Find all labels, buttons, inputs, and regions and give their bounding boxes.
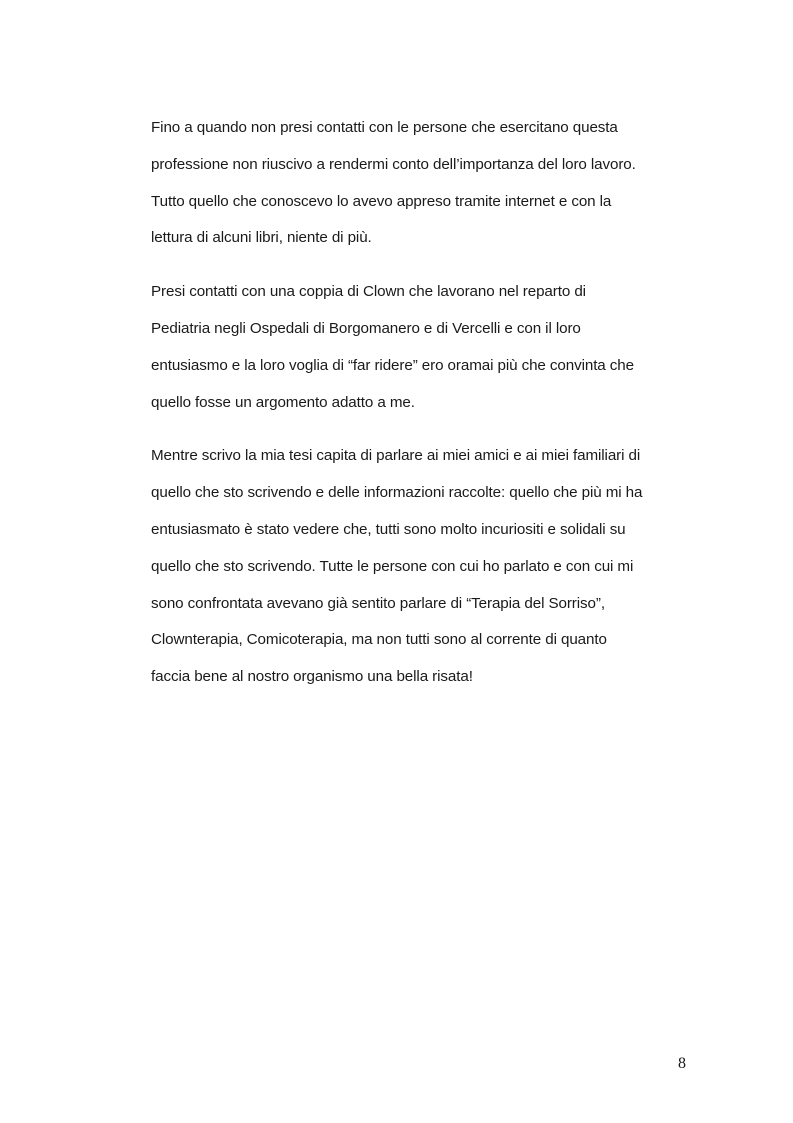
text-line: lettura di alcuni libri, niente di più. — [151, 229, 372, 247]
text-line: quello fosse un argomento adatto a me. — [151, 393, 415, 411]
text-line: professione non riuscivo a rendermi conto dell’importanza del loro lavoro. — [151, 155, 636, 173]
paragraph-2 — [151, 274, 691, 421]
paragraph-1 — [151, 110, 691, 257]
paragraph-3 — [151, 438, 691, 696]
text-line: quello che sto scrivendo e delle informazioni raccolte: quello che più mi ha — [151, 484, 643, 502]
text-line: Fino a quando non presi contatti con le persone che esercitano questa — [151, 119, 618, 136]
text-line: sono confrontata avevano già sentito parlare di “Terapia del Sorriso”, — [151, 594, 605, 612]
text-line: Pediatria negli Ospedali di Borgomanero e di Vercelli e con il loro — [151, 319, 581, 337]
body-text — [151, 110, 691, 713]
text-line: entusiasmato è stato vedere che, tutti sono molto incuriositi e solidali su — [151, 520, 626, 538]
text-line: quello che sto scrivendo. Tutte le persone con cui ho parlato e con cui mi — [151, 557, 634, 575]
page-number: 8 — [678, 1055, 686, 1072]
text-line: entusiasmo e la loro voglia di “far ridere” ero oramai più che convinta che — [151, 356, 634, 374]
text-line: Presi contatti con una coppia di Clown che lavorano nel reparto di — [151, 283, 586, 301]
text-line: Mentre scrivo la mia tesi capita di parlare ai miei amici e ai miei familiari di — [151, 447, 641, 465]
text-line: Tutto quello che conoscevo lo avevo appreso tramite internet e con la — [151, 192, 612, 210]
text-line: faccia bene al nostro organismo una bella risata! — [151, 668, 473, 686]
text-line: Clownterapia, Comicoterapia, ma non tutti sono al corrente di quanto — [151, 631, 607, 649]
